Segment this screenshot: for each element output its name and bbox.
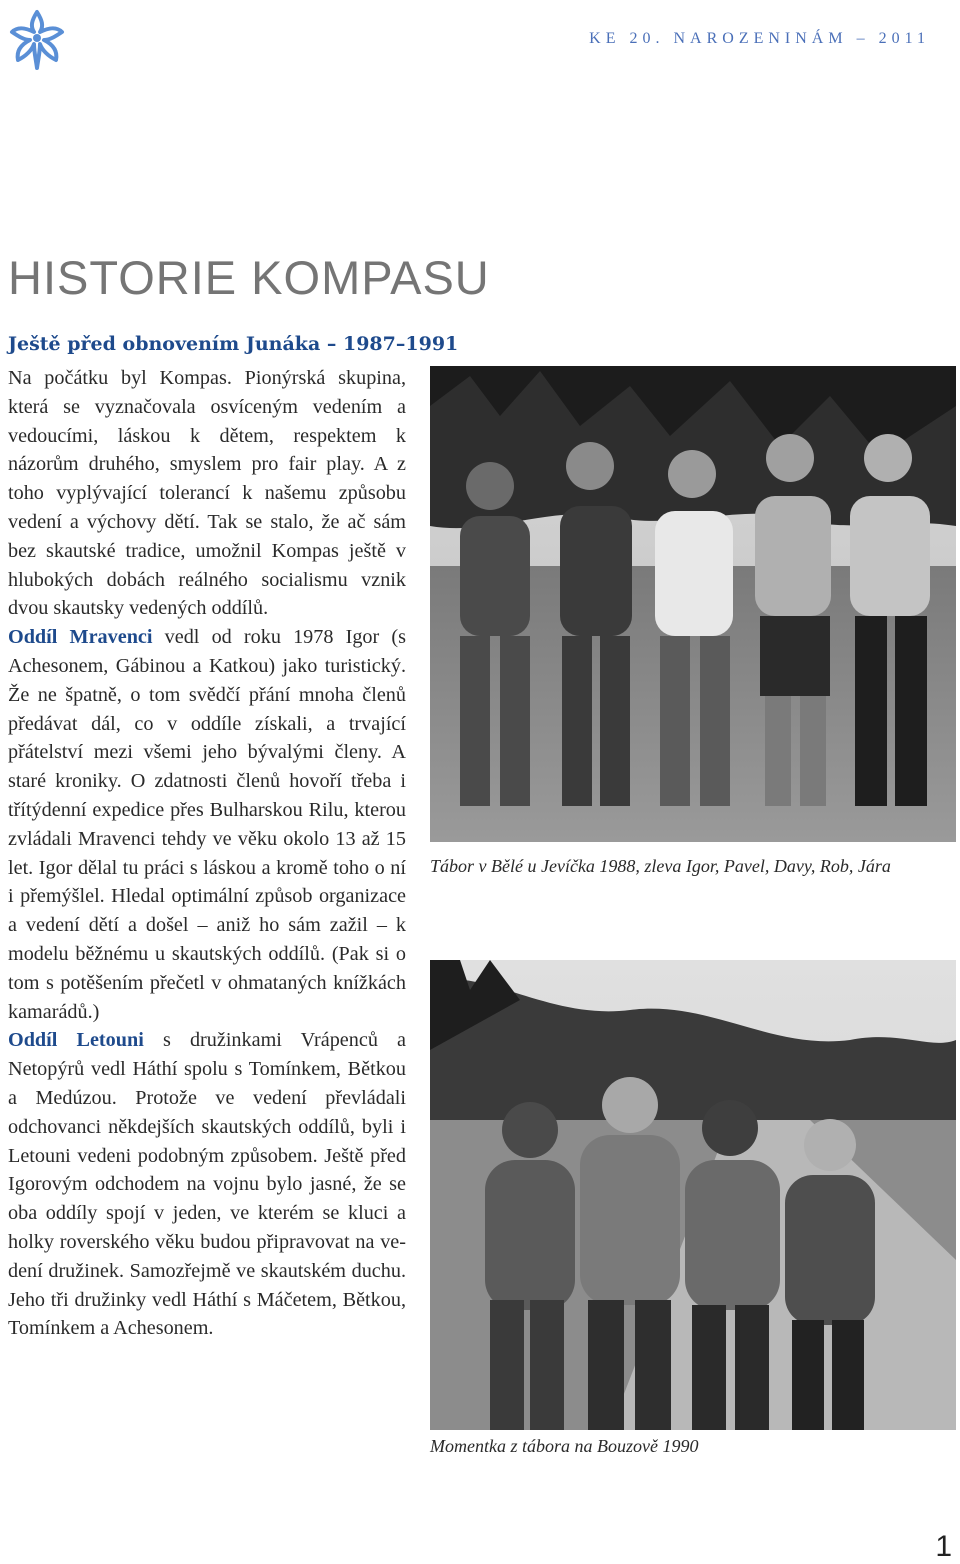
highlight-mravenci: Oddíl Mravenci <box>8 626 153 649</box>
paragraph-mravenci: vedl od roku 1978 Igor (s Achesonem, Gábinou a Katkou) jako turistický. Že ne špatně, o tom svědčí přání mnoha členů předávat dál, co v oddíle získali, a trvající přátelství mezi všemi jeho bývalými členy. A staré kroniky. O zdatnosti členů hovoří třeba i třítýdenní expedice přes Bulharskou Rilu, kterou zvládali Mravenci tehdy ve věku okolo 13 až 15 let. Igor dělal tu práci s láskou a kromě toho o ní i přemýšlel. Hledal optimální způsob organizace a vedení dětí a došel – aniž ho sám zažil – k modelu běžnému u skautských oddílů. (Pak si o tom s potěšením přečetl v ohmataných knížkách kamarádů.) <box>8 626 406 1023</box>
header-tagline: KE 20. NAROZENINÁM – 2011 <box>589 30 930 47</box>
scout-lily-flower-icon <box>4 8 70 74</box>
paragraph-letouni: s družinkami Vrápenců a Netopýrů vedl Háthí spolu s Tomínkem, Bětkou a Medúzou. Protože ve vedení převládali odchovanci někdejších skautských oddílů, byli i Letouni vedeni podobným způsobem. Ještě před Igorovým odchodem na vojnu bylo jasné, že se oba oddíly spojí v jeden, ve kterém se kluci a holky roverského věku budou připravovat na vedení družinek. Samozřejmě ve skautském duchu. Jeho tři družinky vedl Háthí s Máčetem, Bětkou, Tomínkem a Achesonem. <box>8 1029 407 1340</box>
page-title: HISTORIE KOMPASU <box>8 251 490 304</box>
page-number: 1 <box>935 1530 952 1563</box>
paragraph-intro: Na počátku byl Kompas. Pionýrská skupina, která se vyznačovala osvíceným vedením a vedoucími, láskou k dětem, respektem k názorům druhého, smyslem pro fair play. A z toho vyplývající tolerancí k našemu způsobu vedení a výchovy dětí. Tak se stalo, že ač sám bez skautské tradice, umožnil Kompas ještě v hlubokých dobách reálného socialismu vznik dvou skautsky vedených oddílů. <box>8 367 406 620</box>
article-body <box>8 364 406 1343</box>
photo-camp-bela <box>430 366 956 842</box>
photo-caption-1: Tábor v Bělé u Jevíčka 1988, zleva Igor, Pavel, Davy, Rob, Jára <box>430 856 891 876</box>
photo-caption-2: Momentka z tábora na Bouzově 1990 <box>430 1436 699 1456</box>
section-heading: Ještě před obnovením Junáka – 1987–1991 <box>8 333 459 355</box>
photo-camp-bouzov <box>430 960 956 1430</box>
highlight-letouni: Oddíl Letouni <box>8 1029 144 1052</box>
